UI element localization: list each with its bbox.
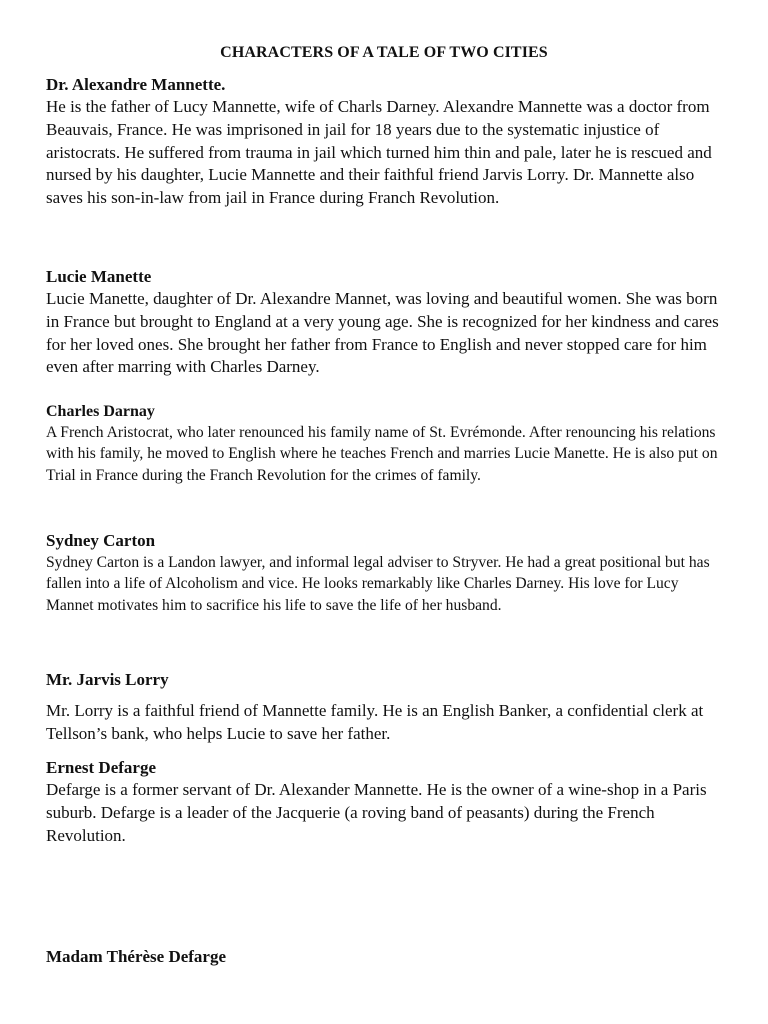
- character-description: Defarge is a former servant of Dr. Alexander Mannette. He is the owner of a wine-shop in a Paris suburb. Defarge is a leader of the Jacquerie (a roving band of peasants) during the French Revolution.: [46, 780, 707, 845]
- character-section-alexandre-mannette: [46, 74, 728, 210]
- character-name: Madam Thérèse Defarge: [46, 947, 227, 966]
- character-description: He is the father of Lucy Mannette, wife of Charls Darney. Alexandre Mannette was a doctor from Beauvais, France. He was imprisoned in jail for 18 years due to the systematic injustice of aristocrats. He suffered from trauma in jail which turned him thin and pale, later he is rescued and nursed by his daughter, Lucie Mannette and their faithful friend Jarvis Lorry. Dr. Mannette also saves his son-in-law from jail in France during Franch Revolution.: [46, 97, 712, 208]
- document-title: CHARACTERS OF A TALE OF TWO CITIES: [220, 44, 548, 61]
- character-section-ernest-defarge: [46, 757, 728, 847]
- character-section-jarvis-lorry: [46, 669, 728, 746]
- character-name: Lucie Manette: [46, 267, 152, 286]
- character-section-charles-darnay: [46, 402, 728, 486]
- character-description: Lucie Manette, daughter of Dr. Alexandre Mannet, was loving and beautiful women. She was born in France but brought to England at a very young age. She is recognized for her kindness and cares for her loved ones. She brought her father from France to English and never stopped care for him even after marring with Charles Darney.: [46, 289, 719, 377]
- character-description: Mr. Lorry is a faithful friend of Mannette family. He is an English Banker, a confidential clerk at Tellson’s bank, who helps Lucie to save her father.: [46, 701, 704, 743]
- character-section-sydney-carton: [46, 530, 728, 616]
- character-name: Mr. Jarvis Lorry: [46, 670, 169, 689]
- character-name: Ernest Defarge: [46, 758, 156, 777]
- character-section-lucie-manette: [46, 266, 728, 379]
- character-description: Sydney Carton is a Landon lawyer, and informal legal adviser to Stryver. He had a great positional but has fallen into a life of Alcoholism and vice. He looks remarkably like Charles Darney. His love for Lucy Mannet motivates him to sacrifice his life to save the life of her husband.: [46, 554, 710, 614]
- character-section-therese-defarge: [46, 946, 728, 968]
- character-name: Sydney Carton: [46, 531, 156, 550]
- character-description: A French Aristocrat, who later renounced his family name of St. Evrémonde. After renouncing his relations with his family, he moved to English where he teaches French and marries Lucie Manette. He is also put on Trial in France during the Franch Revolution for the crimes of family.: [46, 424, 718, 484]
- character-name: Dr. Alexandre Mannette.: [46, 75, 226, 94]
- character-name: Charles Darnay: [46, 403, 155, 420]
